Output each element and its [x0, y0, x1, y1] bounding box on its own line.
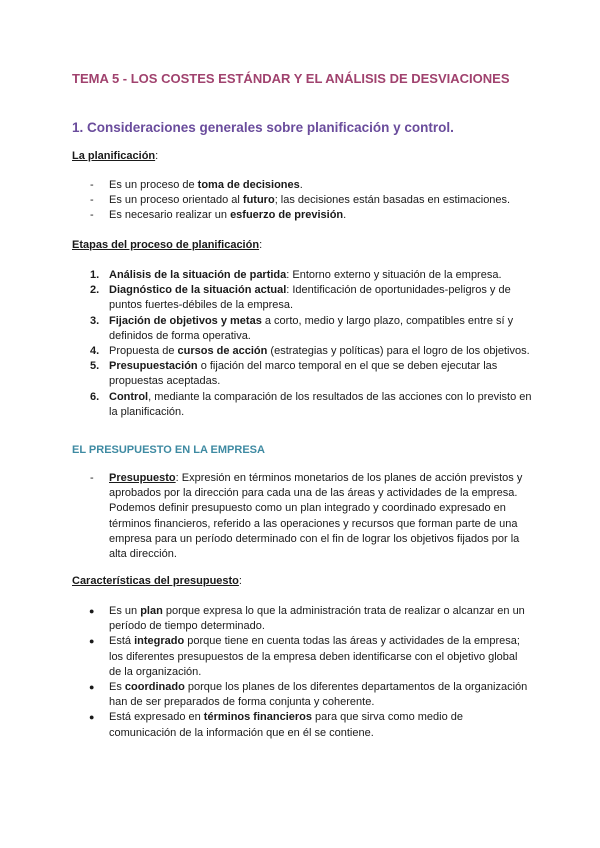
list-marker: 5. — [90, 360, 100, 373]
list-item — [72, 710, 532, 740]
item-pre: Es necesario realizar un — [109, 209, 231, 222]
term: Presupuesto — [109, 472, 176, 484]
list-item — [72, 208, 532, 223]
list-item — [72, 193, 532, 208]
colon: : — [259, 239, 263, 251]
subheading-text: La planificación — [72, 150, 156, 162]
etapas-list — [72, 268, 532, 420]
item-bold: cursos de acción — [177, 345, 268, 358]
list-item — [72, 283, 532, 313]
item-pre: Está expresado en — [109, 711, 204, 724]
list-marker: ● — [89, 712, 95, 723]
item-pre: Es — [109, 681, 125, 694]
item-bold: Diagnóstico de la situación actual — [109, 284, 287, 297]
item-post: , mediante la comparación de los resultados de las acciones con lo previsto en la planificación. — [109, 390, 532, 418]
list-marker: - — [90, 194, 94, 207]
section-heading-presupuesto: EL PRESUPUESTO EN LA EMPRESA — [72, 444, 265, 456]
list-item — [72, 634, 532, 680]
item-post: porque expresa lo que la administración trata de realizar o alcanzar en un período de tiempo determinado. — [109, 605, 525, 633]
item-bold: integrado — [134, 635, 185, 648]
definition-text: : Expresión en términos monetarios de los planes de acción previstos y aprobados por la dirección para cada una de las áreas y actividades de la empresa. Podemos definir presupuesto como un plan integrado y coordinado expresado en términos financieros, referido a las operaciones y recursos que forman parte de una empresa para un período determinado con el fin de lograr los objetivos fijados por la alta dirección. — [109, 472, 523, 561]
item-bold: Control — [109, 390, 149, 403]
list-item — [72, 178, 532, 193]
list-marker: 1. — [90, 269, 100, 281]
item-post: : Entorno externo y situación de la empresa. — [286, 269, 502, 281]
item-pre: Es un proceso de — [109, 179, 198, 191]
item-post: . — [343, 209, 347, 222]
item-post: o fijación del marco temporal en el que se deben ejecutar las propuestas aceptadas. — [109, 360, 498, 388]
item-post: ; las decisiones están basadas en estimaciones. — [274, 194, 511, 207]
list-marker: 4. — [90, 345, 100, 358]
subheading-caracteristicas — [72, 575, 532, 587]
list-item — [72, 344, 532, 359]
list-marker: ● — [89, 636, 95, 647]
item-bold: toma de decisiones — [197, 179, 300, 191]
list-item — [72, 604, 532, 634]
caracteristicas-list — [72, 604, 532, 741]
item-post: . — [299, 179, 303, 191]
item-post: : Identificación de oportunidades-peligros y de puntos fuertes-débiles de la empresa. — [109, 284, 511, 312]
item-bold: esfuerzo de previsión — [230, 209, 344, 222]
subheading-etapas — [72, 239, 532, 251]
list-marker: 3. — [90, 314, 100, 327]
list-item — [72, 680, 532, 710]
item-post: porque tiene en cuenta todas las áreas y actividades de la empresa; los diferentes presupuestos de la empresa deben identificarse con el objetivo global de la organización. — [109, 635, 520, 678]
item-bold: Presupuestación — [109, 360, 198, 373]
item-post: (estrategias y políticas) para el logro de los objetivos. — [267, 345, 530, 358]
item-bold: Análisis de la situación de partida — [109, 269, 287, 281]
list-item — [72, 359, 532, 389]
colon: : — [155, 150, 159, 162]
item-pre: Propuesta de — [109, 345, 178, 358]
list-marker: 6. — [90, 390, 100, 403]
list-marker: ● — [89, 682, 95, 693]
item-bold: Fijación de objetivos y metas — [109, 314, 262, 327]
item-bold: plan — [140, 605, 163, 617]
item-pre: Es un proceso orientado al — [109, 194, 243, 207]
list-item — [72, 314, 532, 344]
item-post: para que sirva como medio de comunicación de la información que en él se contiene. — [109, 711, 464, 739]
item-post: porque los planes de los diferentes departamentos de la organización han de ser preparados de forma conjunta y coherente. — [109, 681, 528, 709]
dash-bullet: - — [90, 472, 94, 484]
list-marker: - — [90, 209, 94, 222]
item-pre: Es un — [109, 605, 141, 617]
item-pre: Está — [109, 635, 135, 648]
list-item — [72, 471, 532, 562]
subheading-text: Características del presupuesto — [72, 575, 239, 587]
document-title: TEMA 5 - LOS COSTES ESTÁNDAR Y EL ANÁLISIS DE DESVIACIONES — [72, 71, 510, 86]
list-item — [72, 268, 532, 283]
colon: : — [238, 575, 242, 587]
item-bold: coordinado — [124, 681, 185, 694]
list-marker: - — [90, 179, 94, 191]
item-post: a corto, medio y largo plazo, compatibles entre sí y definidos de forma operativa. — [109, 314, 514, 342]
planificacion-list — [72, 178, 532, 224]
item-bold: términos financieros — [203, 711, 312, 724]
list-marker: ● — [89, 606, 95, 616]
subheading-planificacion — [72, 150, 532, 162]
item-bold: futuro — [242, 194, 275, 207]
presupuesto-definition — [72, 471, 532, 562]
subheading-text: Etapas del proceso de planificación — [72, 239, 260, 251]
list-item — [72, 390, 532, 420]
list-marker: 2. — [90, 284, 100, 297]
section-heading: 1. Consideraciones generales sobre planificación y control. — [72, 120, 454, 135]
